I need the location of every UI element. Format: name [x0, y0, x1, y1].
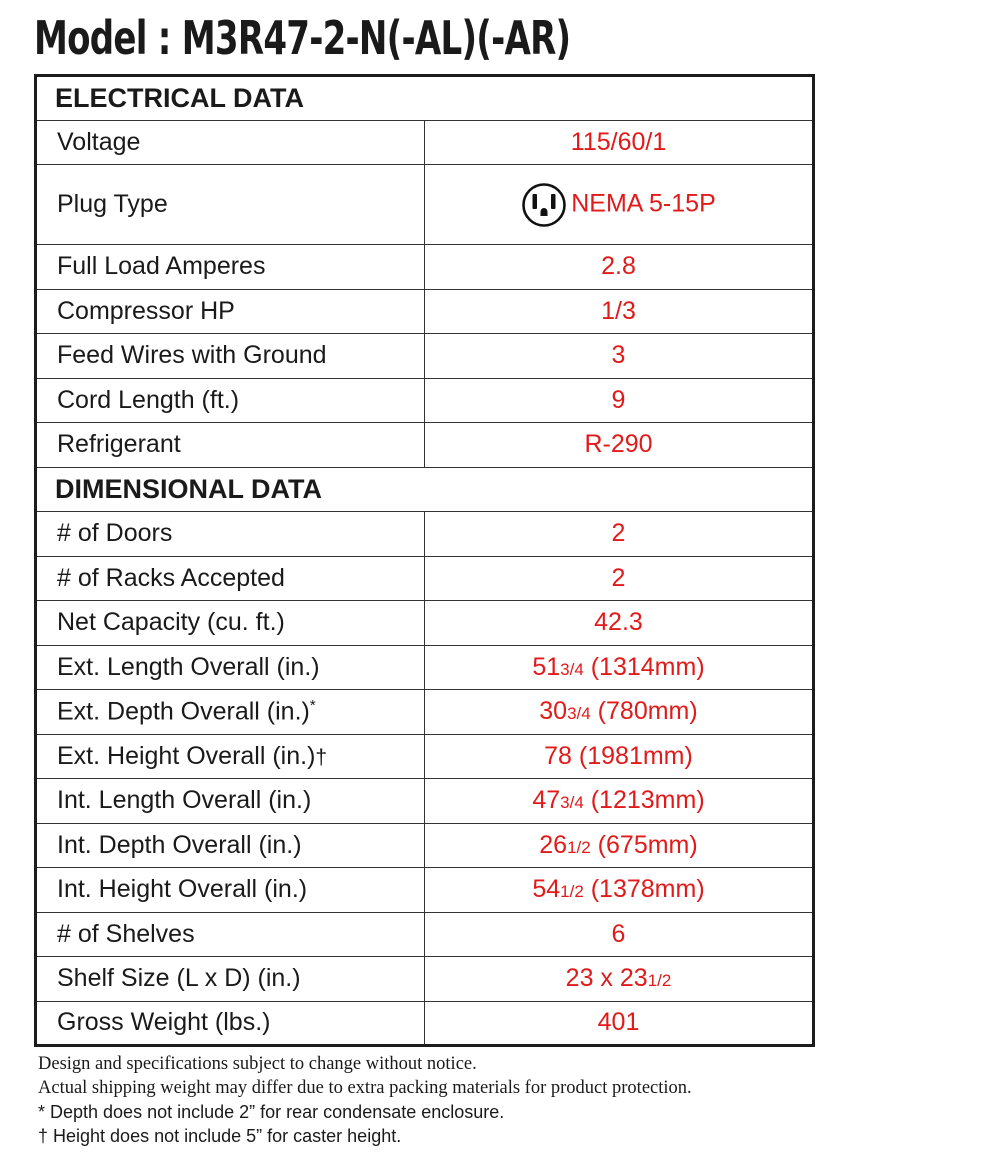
value-fraction: 3/4	[560, 659, 584, 679]
table-row	[36, 779, 814, 824]
value-metric: (780mm)	[590, 697, 698, 726]
note-line: * Depth does not include 2” for rear condensate enclosure.	[38, 1102, 505, 1122]
value-whole: 30	[539, 697, 568, 726]
row-label: Ext. Length Overall (in.)	[36, 645, 425, 690]
row-label: Int. Length Overall (in.)	[36, 779, 425, 824]
row-value: 78 (1981mm)	[425, 734, 814, 779]
row-label	[36, 734, 425, 779]
row-value	[425, 690, 814, 735]
note-line: † Height does not include 5” for caster height.	[38, 1126, 402, 1146]
value-fraction: 3/4	[560, 793, 584, 813]
row-value	[425, 779, 814, 824]
row-value: 6	[425, 912, 814, 957]
row-label: # of Racks Accepted	[36, 556, 425, 601]
plug-type-value: NEMA 5-15P	[571, 189, 716, 218]
row-label: Shelf Size (L x D) (in.)	[36, 957, 425, 1002]
row-value: 115/60/1	[425, 120, 814, 165]
table-row	[36, 512, 814, 557]
value-whole: 51	[532, 652, 561, 681]
row-value: 3	[425, 334, 814, 379]
table-row	[36, 556, 814, 601]
row-label: Full Load Amperes	[36, 245, 425, 290]
section-title: DIMENSIONAL DATA	[36, 467, 814, 512]
table-row	[36, 165, 814, 245]
row-label: Cord Length (ft.)	[36, 378, 425, 423]
row-value: 1/3	[425, 289, 814, 334]
row-label: # of Shelves	[36, 912, 425, 957]
row-label: Gross Weight (lbs.)	[36, 1001, 425, 1046]
row-value: R-290	[425, 423, 814, 468]
section-title: ELECTRICAL DATA	[36, 76, 814, 121]
table-row	[36, 334, 814, 379]
note-line: Actual shipping weight may differ due to extra packing materials for product protection.	[38, 1078, 692, 1098]
value-fraction: 3/4	[567, 704, 591, 724]
footnotes	[38, 1052, 978, 1148]
value-whole: 26	[539, 830, 568, 859]
row-value: 401	[425, 1001, 814, 1046]
value-whole: 23 x 23	[565, 964, 648, 993]
value-fraction: 1/2	[647, 971, 672, 991]
row-label: Plug Type	[36, 165, 425, 245]
row-value	[425, 165, 814, 245]
section-header-electrical	[36, 76, 814, 121]
table-row	[36, 423, 814, 468]
row-label: Refrigerant	[36, 423, 425, 468]
row-value: 2	[425, 556, 814, 601]
value-whole: 54	[532, 875, 561, 904]
footnote-mark: †	[315, 745, 328, 769]
label-text: Ext. Height Overall (in.)	[57, 741, 316, 770]
label-text: Ext. Depth Overall (in.)	[57, 697, 310, 726]
value-metric: (1213mm)	[583, 786, 705, 815]
table-row	[36, 734, 814, 779]
row-label: Compressor HP	[36, 289, 425, 334]
table-row	[36, 690, 814, 735]
table-row	[36, 378, 814, 423]
row-label: Feed Wires with Ground	[36, 334, 425, 379]
spec-table	[34, 74, 815, 1047]
row-value: 42.3	[425, 601, 814, 646]
value-fraction: 1/2	[560, 882, 584, 902]
note-line: Design and specifications subject to change without notice.	[38, 1054, 477, 1074]
nema-plug-icon	[521, 182, 567, 228]
table-row	[36, 120, 814, 165]
value-fraction: 1/2	[567, 837, 591, 857]
table-row	[36, 912, 814, 957]
row-label: Net Capacity (cu. ft.)	[36, 601, 425, 646]
footnote-mark: *	[309, 697, 316, 715]
table-row	[36, 1001, 814, 1046]
row-value: 9	[425, 378, 814, 423]
row-label	[36, 690, 425, 735]
table-row	[36, 601, 814, 646]
row-value	[425, 957, 814, 1002]
value-metric: (1314mm)	[583, 652, 705, 681]
value-metric: (675mm)	[590, 830, 698, 859]
row-value	[425, 645, 814, 690]
row-value: 2.8	[425, 245, 814, 290]
row-label: Voltage	[36, 120, 425, 165]
value-whole: 47	[532, 786, 561, 815]
section-header-dimensional	[36, 467, 814, 512]
table-row	[36, 823, 814, 868]
row-value	[425, 823, 814, 868]
row-value: 2	[425, 512, 814, 557]
table-row	[36, 868, 814, 913]
row-label: Int. Depth Overall (in.)	[36, 823, 425, 868]
table-row	[36, 245, 814, 290]
row-label: Int. Height Overall (in.)	[36, 868, 425, 913]
row-label: # of Doors	[36, 512, 425, 557]
value-metric: (1378mm)	[583, 875, 705, 904]
table-row	[36, 289, 814, 334]
row-value	[425, 868, 814, 913]
table-row	[36, 645, 814, 690]
page-title: Model : M3R47-2-N(-AL)(-AR)	[34, 11, 571, 65]
table-row	[36, 957, 814, 1002]
